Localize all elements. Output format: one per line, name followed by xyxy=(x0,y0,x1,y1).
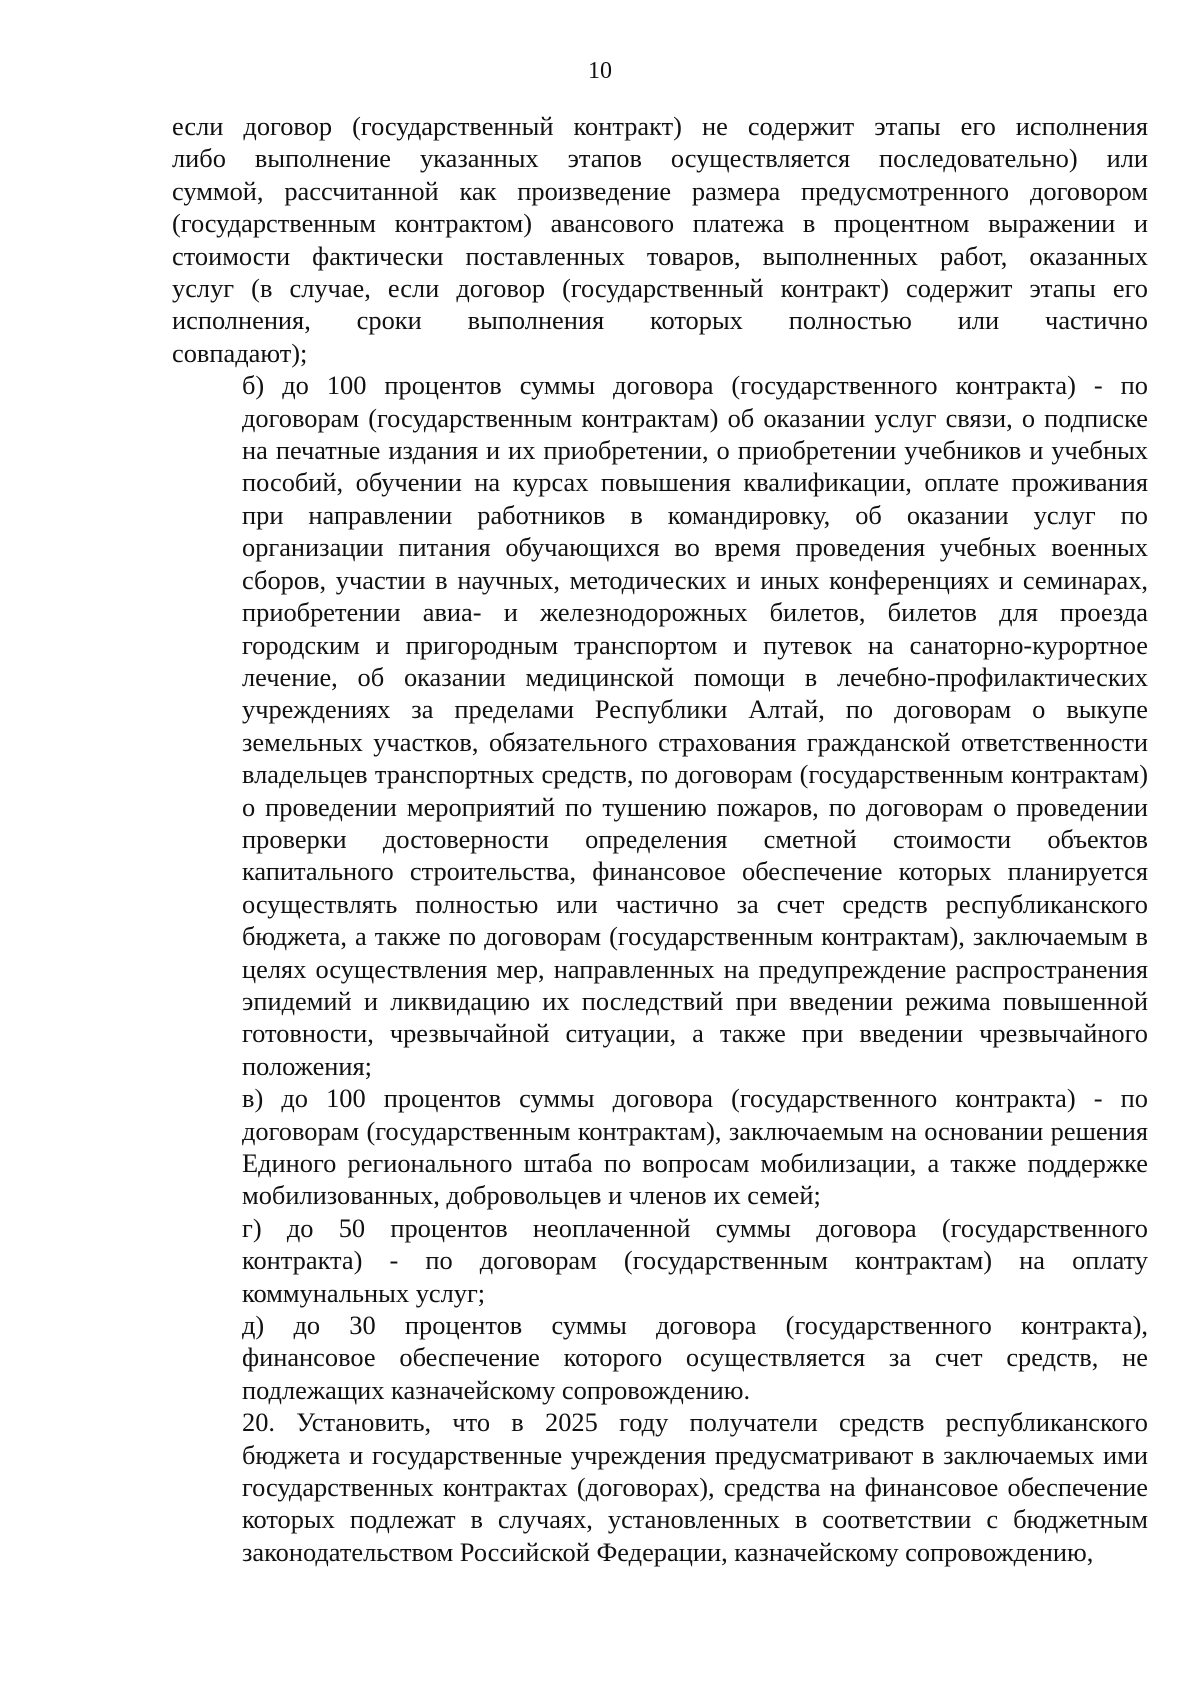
text-line: договорам (государственным контрактам) об оказании услуг связи, о подписке xyxy=(242,402,1148,433)
text-line: контракта) - по договорам (государственным контрактам) на оплату xyxy=(242,1245,1148,1276)
text-line: стоимости фактически поставленных товаров, выполненных работ, оказанных xyxy=(172,240,1148,271)
paragraph xyxy=(172,1406,1148,1568)
text-line: проверки достоверности определения сметной стоимости объектов xyxy=(242,823,1148,854)
text-line: при направлении работников в командировку, об оказании услуг по xyxy=(242,499,1148,530)
text-line: организации питания обучающихся во время проведения учебных военных xyxy=(242,532,1148,563)
text-line: договорам (государственным контрактам), заключаемым на основании решения xyxy=(242,1115,1148,1146)
text-line: если договор (государственный контракт) не содержит этапы его исполнения xyxy=(172,111,1148,141)
text-line: о проведении мероприятий по тушению пожаров, по договорам о проведении xyxy=(242,791,1148,822)
text-line: (государственным контрактом) авансового платежа в процентном выражении и xyxy=(172,208,1148,239)
paragraph xyxy=(172,1212,1148,1309)
text-line: исполнения, сроки выполнения которых полностью или частично xyxy=(172,305,1148,336)
text-line: лечение, об оказании медицинской помощи в лечебно-профилактических xyxy=(242,661,1148,692)
text-line: коммунальных услуг; xyxy=(242,1277,486,1308)
text-line: сборов, участии в научных, методических и иных конференциях и семинарах, xyxy=(242,564,1148,595)
text-line: государственных контрактах (договорах), средства на финансовое обеспечение xyxy=(242,1472,1148,1503)
text-line: совпадают); xyxy=(172,337,308,368)
text-line: г) до 50 процентов неоплаченной суммы договора (государственного xyxy=(242,1212,1148,1243)
text-line: положения; xyxy=(242,1050,372,1081)
text-line: целях осуществления мер, направленных на предупреждение распространения xyxy=(242,953,1148,984)
paragraph xyxy=(172,1309,1148,1406)
text-line: учреждениях за пределами Республики Алтай, по договорам о выкупе xyxy=(242,694,1148,725)
text-line: осуществлять полностью или частично за счет средств республиканского xyxy=(242,888,1148,919)
text-line: которых подлежат в случаях, установленных в соответствии с бюджетным xyxy=(242,1504,1148,1535)
text-line: пособий, обучении на курсах повышения квалификации, оплате проживания xyxy=(242,467,1148,498)
text-line: подлежащих казначейскому сопровождению. xyxy=(242,1374,751,1405)
page-number: 10 xyxy=(588,58,612,84)
text-line: в) до 100 процентов суммы договора (государственного контракта) - по xyxy=(242,1083,1148,1114)
paragraph xyxy=(172,369,1148,1082)
text-line: суммой, рассчитанной как произведение размера предусмотренного договором xyxy=(172,175,1148,206)
text-line: услуг (в случае, если договор (государственный контракт) содержит этапы его xyxy=(172,273,1148,304)
text-line: либо выполнение указанных этапов осуществляется последовательно) или xyxy=(172,143,1148,174)
text-line: приобретении авиа- и железнодорожных билетов, билетов для проезда xyxy=(242,597,1148,628)
text-line: земельных участков, обязательного страхования гражданской ответственности xyxy=(242,726,1148,757)
text-line: эпидемий и ликвидацию их последствий при введении режима повышенной xyxy=(242,985,1148,1016)
text-line: 20. Установить, что в 2025 году получатели средств республиканского xyxy=(242,1407,1148,1438)
text-line: д) до 30 процентов суммы договора (государственного контракта), xyxy=(242,1310,1148,1341)
text-line: бюджета и государственные учреждения предусматривают в заключаемых ими xyxy=(242,1439,1148,1470)
text-line: готовности, чрезвычайной ситуации, а также при введении чрезвычайного xyxy=(242,1018,1148,1049)
text-line: на печатные издания и их приобретении, о приобретении учебников и учебных xyxy=(242,435,1148,466)
text-line: городским и пригородным транспортом и путевок на санаторно-курортное xyxy=(242,629,1148,660)
document-body xyxy=(172,110,1148,1568)
text-line: б) до 100 процентов суммы договора (государственного контракта) - по xyxy=(242,370,1148,401)
text-line: владельцев транспортных средств, по договорам (государственным контрактам) xyxy=(242,759,1148,790)
paragraph xyxy=(172,110,1148,369)
text-line: финансовое обеспечение которого осуществляется за счет средств, не xyxy=(242,1342,1148,1373)
text-line: Единого регионального штаба по вопросам мобилизации, а также поддержке xyxy=(242,1148,1148,1178)
text-line: законодательством Российской Федерации, казначейскому сопровождению, xyxy=(242,1536,1094,1567)
text-line: мобилизованных, добровольцев и членов их семей; xyxy=(242,1180,821,1211)
paragraph xyxy=(172,1082,1148,1212)
text-line: капитального строительства, финансовое обеспечение которых планируется xyxy=(242,856,1148,887)
text-line: бюджета, а также по договорам (государственным контрактам), заключаемым в xyxy=(242,921,1148,952)
